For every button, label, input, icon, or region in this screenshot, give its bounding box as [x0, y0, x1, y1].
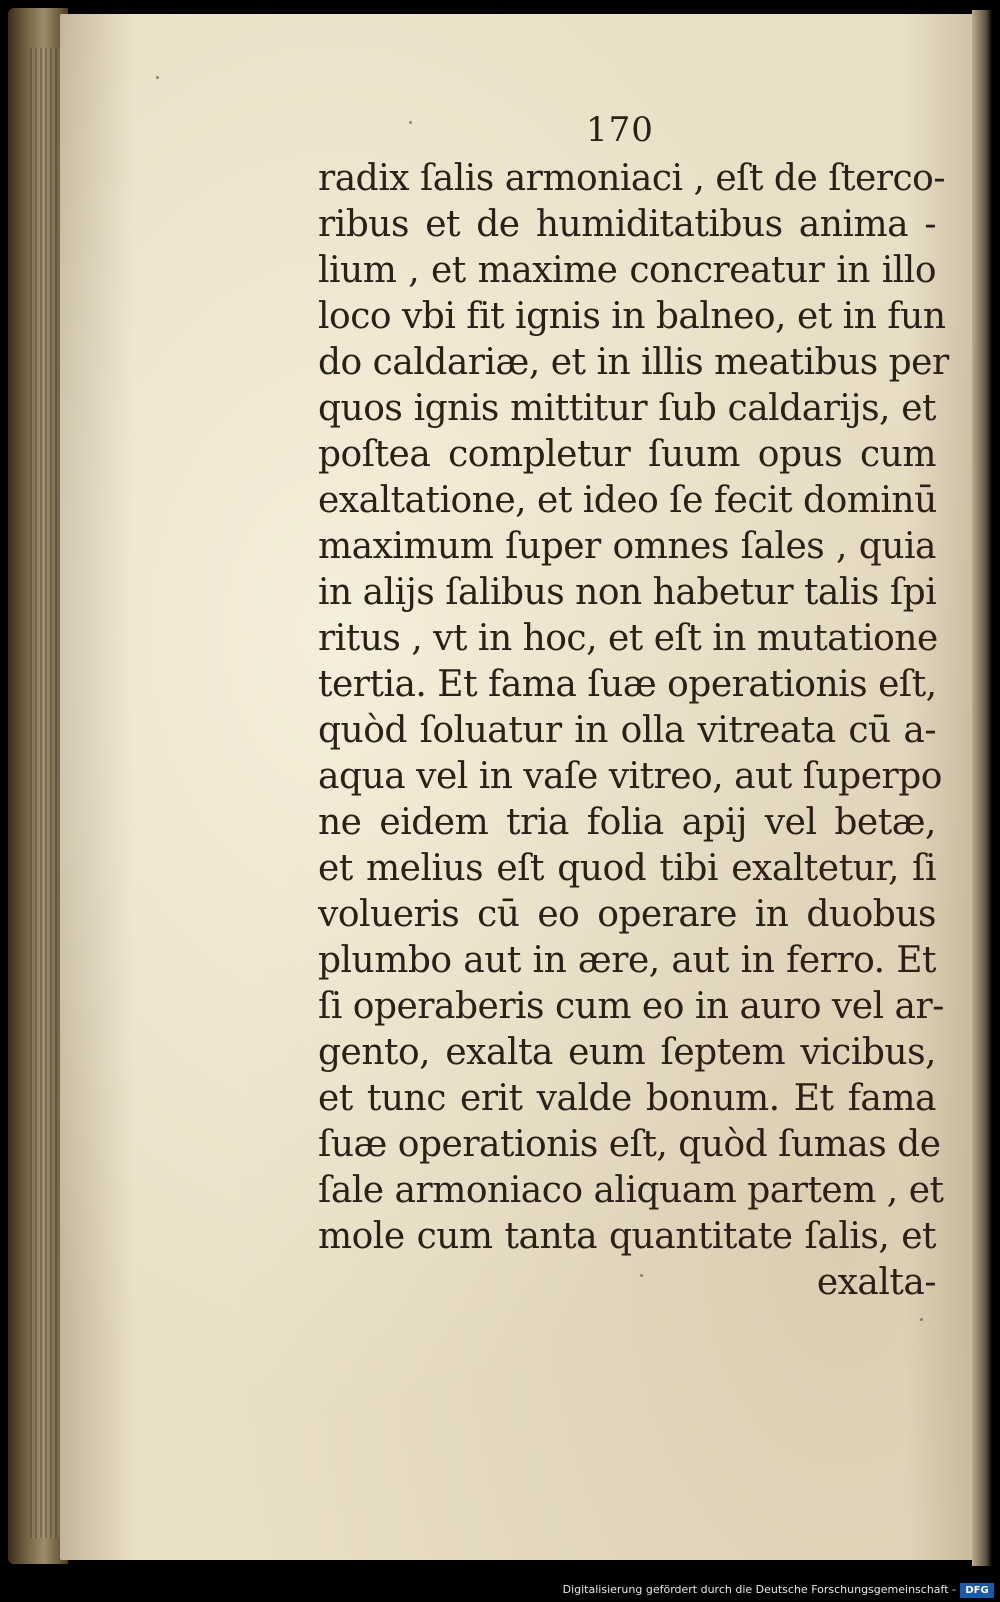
page-edges [30, 48, 60, 1538]
catchword: exalta- [816, 1262, 936, 1303]
text-line: exaltatione, et ideo ſe fecit dominū [318, 480, 937, 521]
text-line: loco vbi fit ignis in balneo, et in fun [318, 296, 946, 337]
text-line: in alijs ſalibus non habetur talis ſpi [318, 572, 937, 613]
text-line: volueris cū eo operare in duobus [318, 894, 936, 935]
text-line: tertia. Et fama ſuæ operationis eſt, [318, 664, 937, 705]
ink-speck [409, 121, 412, 124]
text-line: gento, exalta eum ſeptem vicibus, [318, 1032, 936, 1073]
text-line: ſuæ operationis eſt, quòd ſumas de [318, 1124, 941, 1165]
text-line: ſi operaberis cum eo in auro vel ar- [318, 986, 944, 1027]
text-line: mole cum tanta quantitate ſalis, et [318, 1216, 936, 1257]
text-line: lium , et maxime concreatur in illo [318, 250, 936, 291]
text-line: aqua vel in vaſe vitreo, aut ſuperpo [318, 756, 942, 797]
page-shadow [972, 10, 992, 1566]
text-line: ne eidem tria folia apij vel betæ, [318, 802, 936, 843]
text-line: poſtea completur ſuum opus cum [318, 434, 936, 475]
page-number: 170 [586, 110, 654, 150]
text-line: ribus et de humiditatibus anima - [318, 204, 936, 245]
text-line: do caldariæ, et in illis meatibus per [318, 342, 949, 383]
text-line: et tunc erit valde bonum. Et fama [318, 1078, 936, 1119]
text-line: et melius eſt quod tibi exaltetur, ſi [318, 848, 936, 889]
ink-speck [920, 1318, 923, 1321]
text-line: ritus , vt in hoc, et eſt in mutatione [318, 618, 938, 659]
text-line: ſale armoniaco aliquam partem , et [318, 1170, 944, 1211]
book-edge [8, 8, 68, 1564]
text-line: maximum ſuper omnes ſales , quia [318, 526, 936, 567]
footer-credit: Digitalisierung gefördert durch die Deutsche Forschungsgemeinschaft - [562, 1583, 956, 1596]
text-line: radix ſalis armoniaci , eſt de ſterco- [318, 158, 945, 199]
body-text [318, 156, 949, 1306]
text-line: quòd ſoluatur in olla vitreata cū a- [318, 710, 936, 751]
text-line: plumbo aut in ære, aut in ferro. Et [318, 940, 936, 981]
dfg-logo: DFG [960, 1583, 994, 1598]
text-line: quos ignis mittitur ſub caldarijs, et [318, 388, 936, 429]
ink-speck [156, 76, 159, 79]
